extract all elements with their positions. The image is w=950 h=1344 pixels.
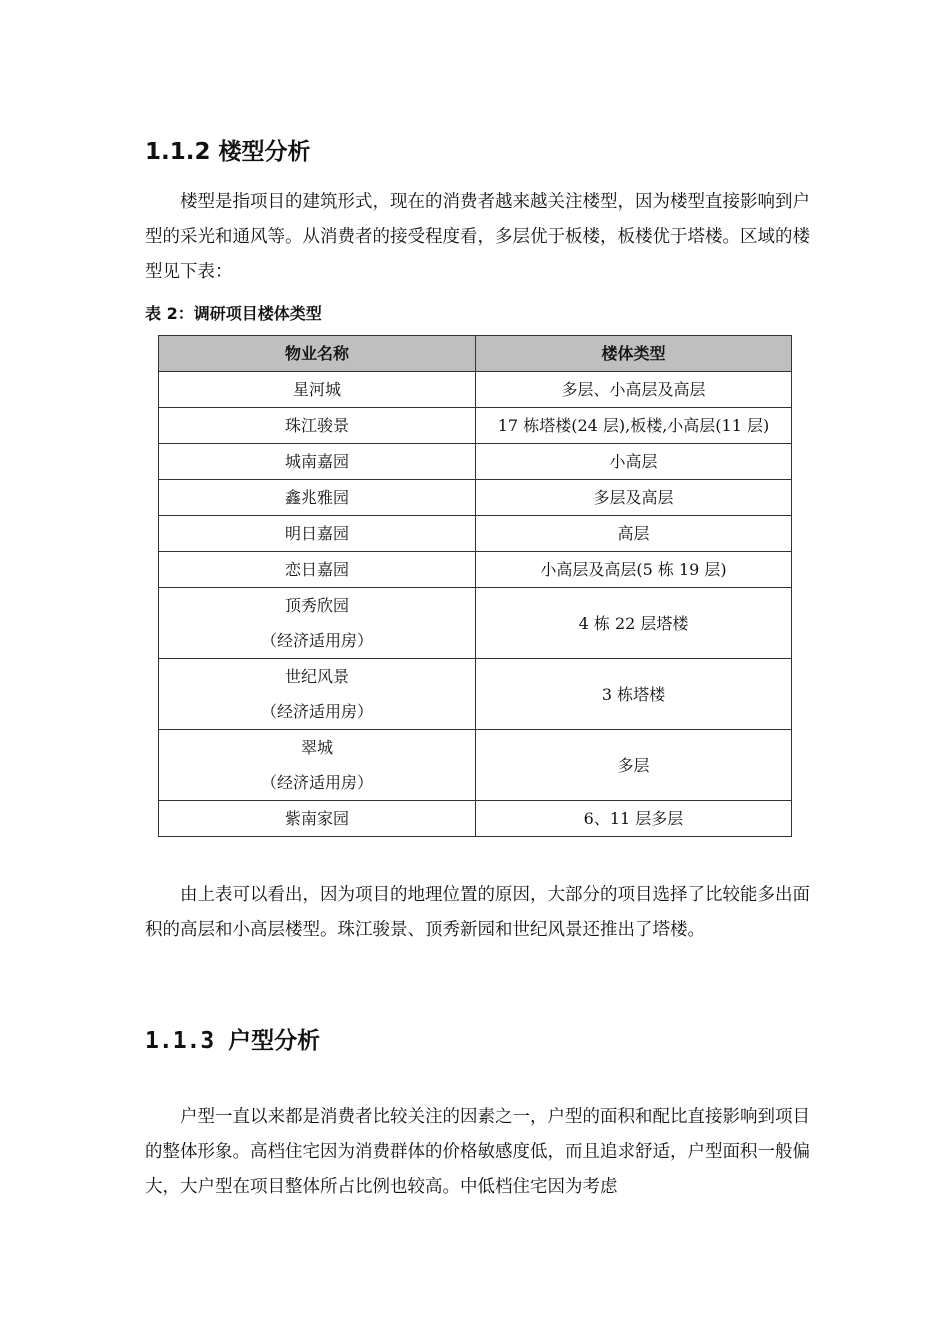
building-type: 17 栋塔楼(24 层),板楼,小高层(11 层): [476, 408, 792, 444]
property-name: 星河城: [159, 372, 476, 408]
table-row: [159, 372, 792, 408]
table-row: [159, 801, 792, 837]
table-row: [159, 408, 792, 444]
building-type: 多层、小高层及高层: [476, 372, 792, 408]
building-type: 高层: [476, 516, 792, 552]
table-row: [159, 516, 792, 552]
building-type: 多层及高层: [476, 480, 792, 516]
table-row: [159, 480, 792, 516]
body-paragraph: 楼型是指项目的建筑形式，现在的消费者越来越关注楼型，因为楼型直接影响到户型的采光和通风等。从消费者的接受程度看，多层优于板楼，板楼优于塔楼。区域的楼型见下表：: [145, 192, 810, 282]
table-caption: 表 2：调研项目楼体类型: [145, 304, 322, 323]
building-type: 4 栋 22 层塔楼: [476, 588, 792, 659]
table-row: [159, 588, 792, 659]
body-paragraph: 户型一直以来都是消费者比较关注的因素之一，户型的面积和配比直接影响到项目的整体形象。高档住宅因为消费群体的价格敏感度低，而且追求舒适，户型面积一般偏大，大户型在项目整体所占比例也较高。中低档住宅因为考虑: [145, 1107, 810, 1197]
property-note: （经济适用房）: [260, 702, 373, 721]
property-name: 恋日嘉园: [159, 552, 476, 588]
table-header-row: [159, 336, 792, 372]
building-type-table: [158, 335, 792, 837]
table-row: [159, 730, 792, 801]
building-type: 小高层及高层(5 栋 19 层): [476, 552, 792, 588]
property-name: 珠江骏景: [159, 408, 476, 444]
building-type: 3 栋塔楼: [476, 659, 792, 730]
property-name: 顶秀欣园 （经济适用房）: [159, 588, 476, 659]
property-name: 鑫兆雅园: [159, 480, 476, 516]
property-note: （经济适用房）: [260, 773, 373, 792]
table-row: [159, 659, 792, 730]
property-name: 世纪风景 （经济适用房）: [159, 659, 476, 730]
property-name: 紫南家园: [159, 801, 476, 837]
section-heading: 1.1.3 户型分析: [145, 1028, 321, 1054]
column-header-building-type: 楼体类型: [476, 336, 792, 372]
property-name: 翠城 （经济适用房）: [159, 730, 476, 801]
table-row: [159, 552, 792, 588]
column-header-property: 物业名称: [159, 336, 476, 372]
property-name: 明日嘉园: [159, 516, 476, 552]
building-type: 6、11 层多层: [476, 801, 792, 837]
building-type: 小高层: [476, 444, 792, 480]
property-note: （经济适用房）: [260, 631, 373, 650]
section-heading: 1.1.2 楼型分析: [145, 139, 311, 165]
table-summary-paragraph: 由上表可以看出，因为项目的地理位置的原因，大部分的项目选择了比较能多出面积的高层和小高层楼型。珠江骏景、顶秀新园和世纪风景还推出了塔楼。: [145, 885, 810, 940]
property-name: 城南嘉园: [159, 444, 476, 480]
table-row: [159, 444, 792, 480]
building-type: 多层: [476, 730, 792, 801]
